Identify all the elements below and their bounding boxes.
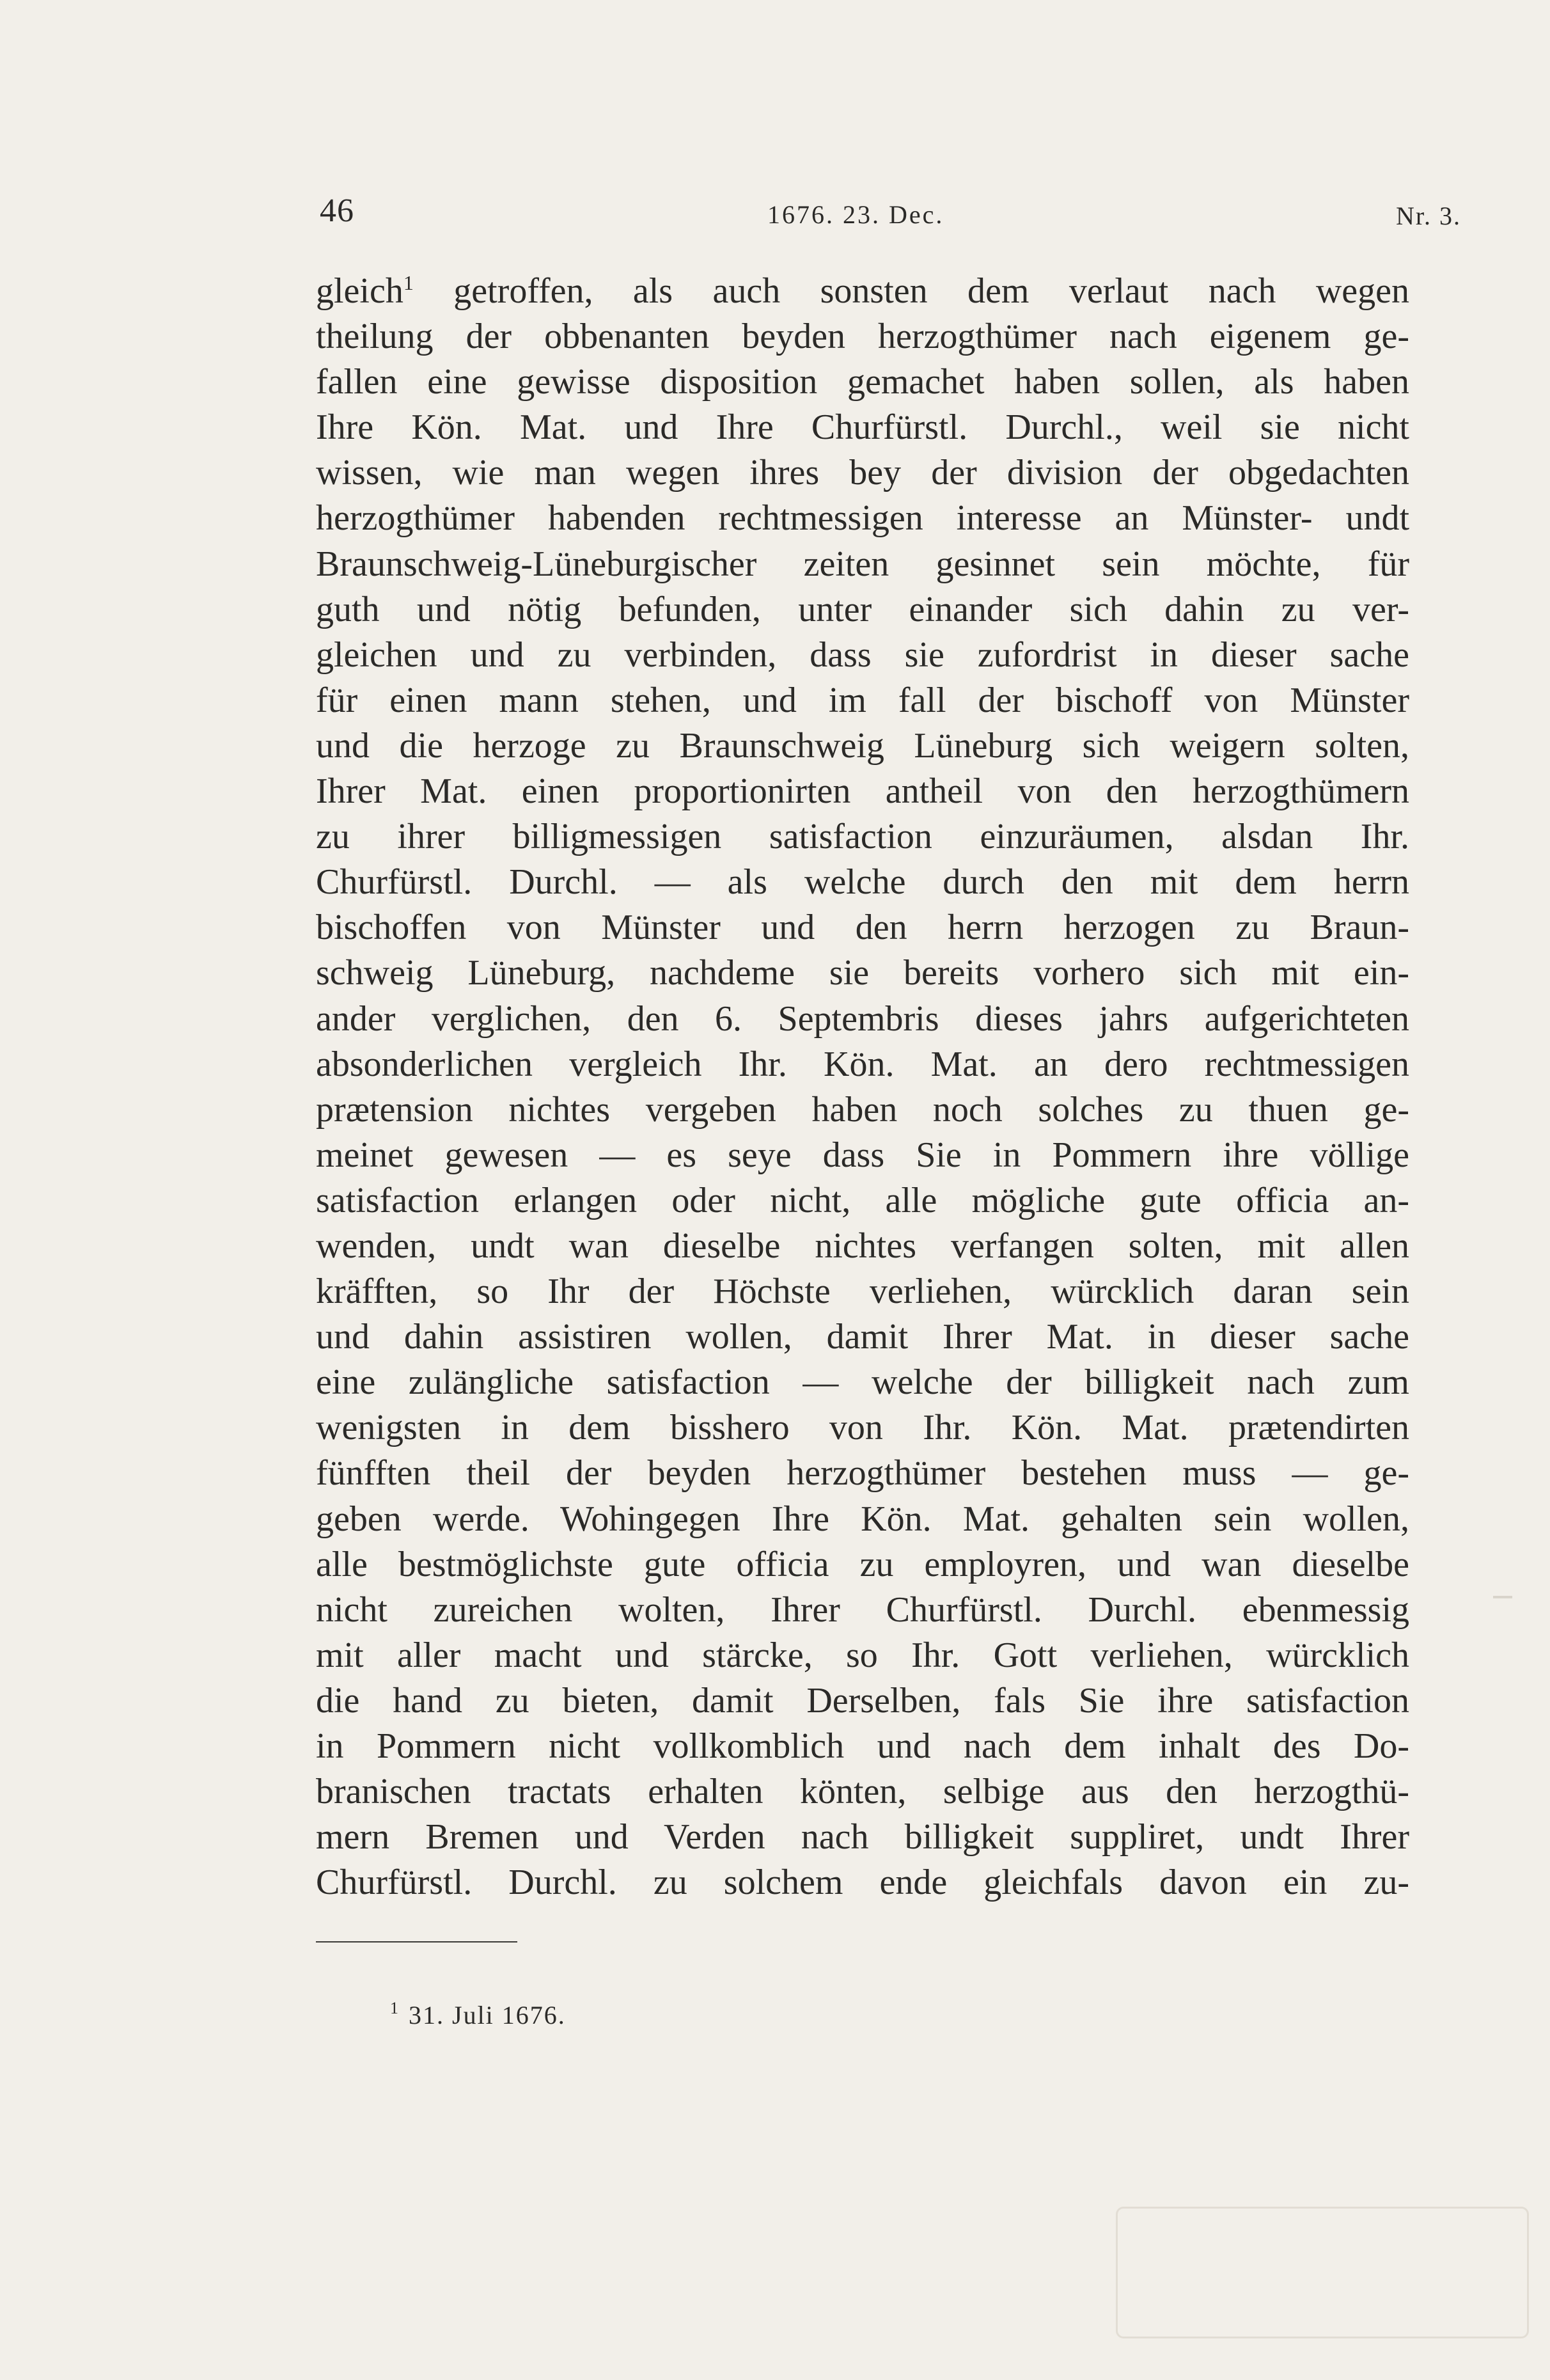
- text-line-31: mit aller macht und stärcke, so Ihr. Gott verliehen, würcklich: [316, 1635, 1409, 1675]
- text-line-9: gleichen und zu verbinden, dass sie zufordrist in dieser sache: [316, 634, 1409, 675]
- scan-artifact-box: [1116, 2207, 1529, 2338]
- text-line-13: zu ihrer billigmessigen satisfaction einzuräumen, alsdan Ihr.: [316, 817, 1409, 857]
- running-head-date: 1676. 23. Dec.: [767, 200, 944, 229]
- footnote: [390, 1999, 566, 2030]
- text-line-3: fallen eine gewisse disposition gemachet haben sollen, als haben: [316, 362, 1409, 402]
- text-line-26: wenigsten in dem bisshero von Ihr. Kön. Mat. prætendirten: [316, 1408, 1409, 1448]
- footnote-text: 31. Juli 1676.: [409, 2001, 566, 2029]
- text-line-35: mern Bremen und Verden nach billigkeit suppliret, undt Ihrer: [316, 1817, 1409, 1857]
- text-line-22: wenden, undt wan dieselbe nichtes verfangen solten, mit allen: [316, 1225, 1409, 1266]
- text-line-19: prætension nichtes vergeben haben noch solches zu thuen ge-: [316, 1089, 1409, 1130]
- text-line-14: Churfürstl. Durchl. — als welche durch den mit dem herrn: [316, 862, 1409, 902]
- text-line-30: nicht zureichen wolten, Ihrer Churfürstl. Durchl. ebenmessig: [316, 1589, 1409, 1630]
- text-line-11: und die herzoge zu Braunschweig Lüneburg sich weigern solten,: [316, 725, 1409, 766]
- text-line-32: die hand zu bieten, damit Derselben, fals Sie ihre satisfaction: [316, 1680, 1409, 1721]
- text-line-20: meinet gewesen — es seye dass Sie in Pommern ihre völlige: [316, 1135, 1409, 1175]
- text-line-1-rest: getroffen, als auch sonsten dem verlaut nach wegen: [453, 271, 1410, 311]
- text-line-18: absonderlichen vergleich Ihr. Kön. Mat. an dero rechtmessigen: [316, 1044, 1409, 1084]
- text-line-36: Churfürstl. Durchl. zu solchem ende gleichfals davon ein zu-: [316, 1863, 1409, 1903]
- text-line-12: Ihrer Mat. einen proportionirten antheil von den herzogthümern: [316, 771, 1409, 812]
- text-line-5: wissen, wie man wegen ihres bey der division der obgedachten: [316, 453, 1409, 493]
- page-header: [320, 192, 1461, 243]
- text-line-28: geben werde. Wohingegen Ihre Kön. Mat. gehalten sein wollen,: [316, 1499, 1409, 1539]
- text-line-10: für einen mann stehen, und im fall der bischoff von Münster: [316, 680, 1409, 720]
- text-line-15: bischoffen von Münster und den herrn herzogen zu Braun-: [316, 908, 1409, 948]
- text-line-1: [316, 269, 1409, 314]
- text-line-17: ander verglichen, den 6. Septembris dieses jahrs aufgerichteten: [316, 998, 1409, 1039]
- body-text: [316, 269, 1409, 1905]
- text-line-25: eine zulängliche satisfaction — welche der billigkeit nach zum: [316, 1362, 1409, 1403]
- text-line-34: branischen tractats erhalten könten, selbige aus den herzogthü-: [316, 1772, 1409, 1812]
- text-line-23: kräfften, so Ihr der Höchste verliehen, würcklich daran sein: [316, 1272, 1409, 1312]
- text-line-4: Ihre Kön. Mat. und Ihre Churfürstl. Durchl., weil sie nicht: [316, 407, 1409, 448]
- text-line-2: theilung der obbenanten beyden herzogthümer nach eigenem ge-: [316, 317, 1409, 357]
- page-number: 46: [320, 193, 354, 229]
- text-line-16: schweig Lüneburg, nachdeme sie bereits vorhero sich mit ein-: [316, 953, 1409, 993]
- text-line-6: herzogthümer habenden rechtmessigen interesse an Münster- undt: [316, 498, 1409, 539]
- footnote-reference[interactable]: 1: [403, 271, 414, 294]
- footnote-marker: 1: [390, 1999, 400, 2017]
- document-number: Nr. 3.: [1396, 201, 1461, 230]
- text-line-1-start: gleich: [316, 271, 403, 311]
- scan-artifact-mark: [1493, 1596, 1512, 1598]
- text-line-29: alle bestmöglichste gute officia zu employren, und wan dieselbe: [316, 1544, 1409, 1584]
- text-line-33: in Pommern nicht vollkomblich und nach dem inhalt des Do-: [316, 1726, 1409, 1766]
- text-line-27: fünfften theil der beyden herzogthümer bestehen muss — ge-: [316, 1453, 1409, 1493]
- text-line-24: und dahin assistiren wollen, damit Ihrer Mat. in dieser sache: [316, 1317, 1409, 1357]
- text-line-21: satisfaction erlangen oder nicht, alle mögliche gute officia an-: [316, 1180, 1409, 1220]
- footnote-divider: [316, 1941, 517, 1943]
- text-line-8: guth und nötig befunden, unter einander sich dahin zu ver-: [316, 589, 1409, 629]
- text-line-7: Braunschweig-Lüneburgischer zeiten gesinnet sein möchte, für: [316, 544, 1409, 584]
